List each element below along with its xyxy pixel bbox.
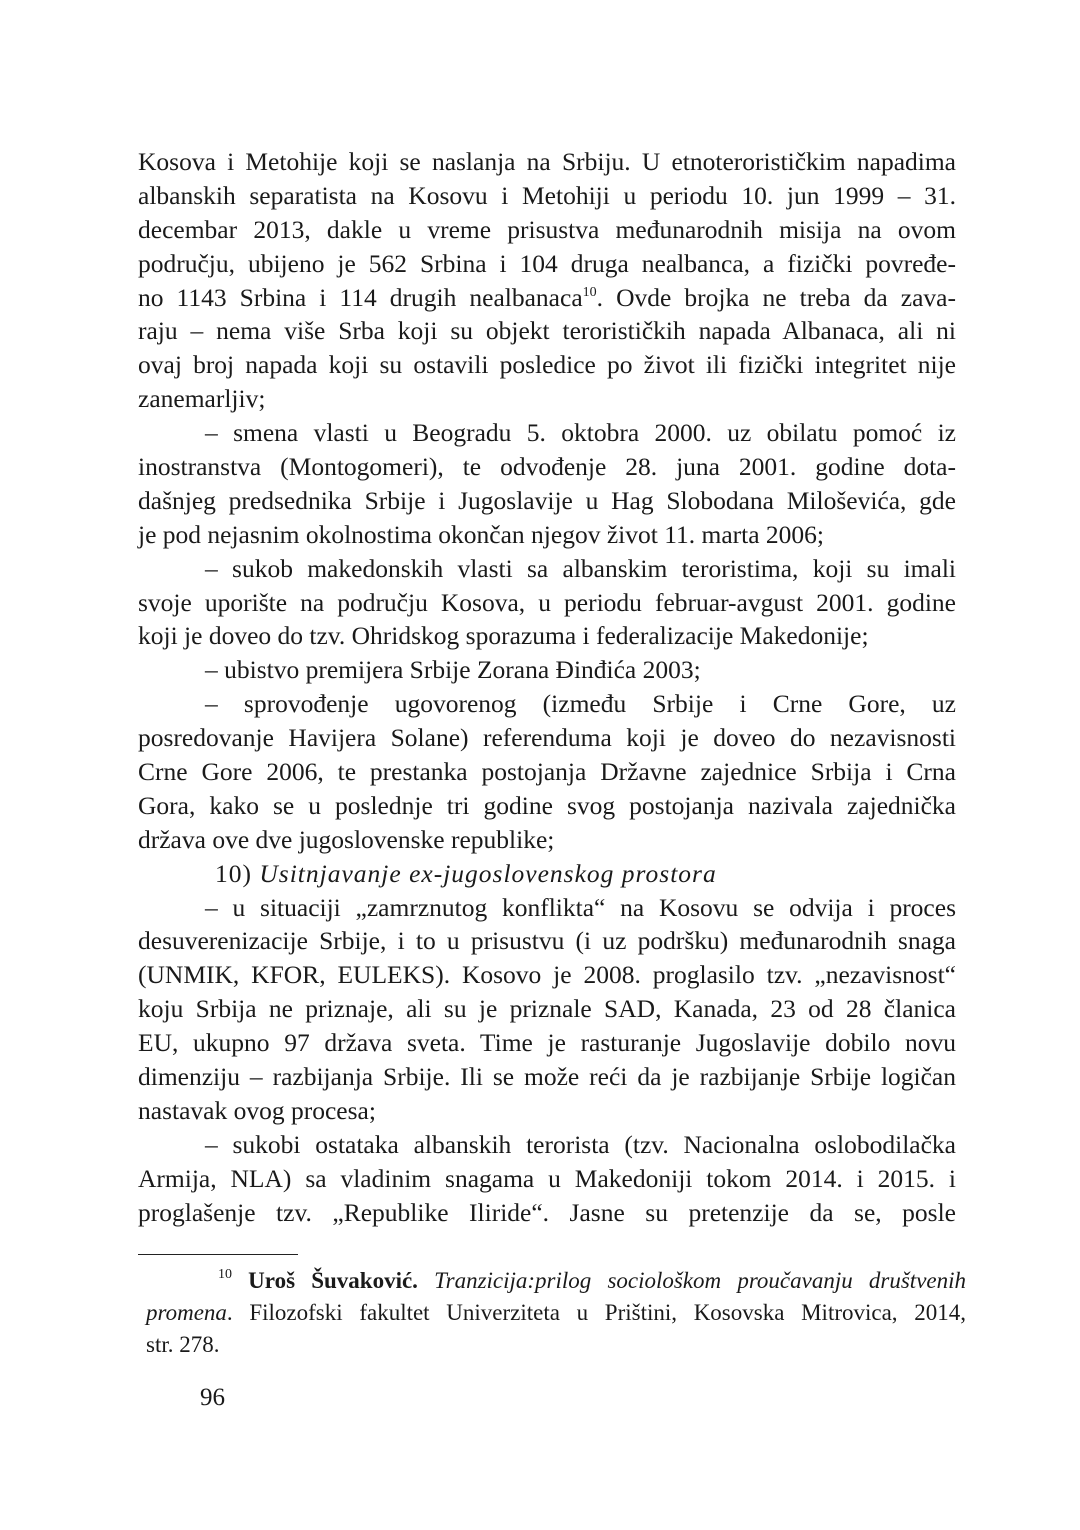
footnote-reference: 10 xyxy=(218,1267,232,1282)
text-line xyxy=(138,653,956,687)
text-run: zanemarljiv; xyxy=(138,384,266,414)
text-run: dimenziju – razbijanja Srbije. Ili se može reći da je razbijanje Srbije logičan xyxy=(138,1062,956,1092)
text-line xyxy=(138,1128,956,1162)
footnote-line xyxy=(146,1265,966,1297)
text-line xyxy=(138,891,956,925)
text-line xyxy=(138,857,956,891)
text-line xyxy=(138,247,956,281)
text-run: Usitnjavanje ex-jugoslovenskog prostora xyxy=(259,858,717,888)
text-line xyxy=(138,992,956,1026)
text-run: – ubistvo premijera Srbije Zorana Đinđića 2003; xyxy=(205,655,701,685)
text-run: dašnjeg predsednika Srbije i Jugoslavije u Hag Slobodana Miloševića, gde xyxy=(138,485,956,515)
text-line xyxy=(138,518,956,552)
text-run: raju – nema više Srba koji su objekt terorističkih napada Albanaca, ali ni xyxy=(138,316,956,346)
text-run: Tranzicija:prilog sociološkom proučavanju društvenih xyxy=(434,1268,967,1293)
footnote-divider xyxy=(138,1254,298,1255)
footnote-line xyxy=(146,1329,966,1361)
text-run: Kosova i Metohije koji se naslanja na Srbiju. U etnoterorističkim napadima xyxy=(138,147,956,176)
footnote-line xyxy=(146,1297,966,1329)
text-run: decembar 2013, dakle u vreme prisustva međunarodnih misija na ovom xyxy=(138,214,956,244)
text-run: no 1143 Srbina i 114 drugih nealbanaca xyxy=(138,282,583,312)
text-run: str. 278. xyxy=(146,1332,220,1357)
page-number: 96 xyxy=(200,1384,225,1411)
text-line xyxy=(138,586,956,620)
text-run: području, ubijeno je 562 Srbina i 104 druga nealbanca, a fizički povređe- xyxy=(138,248,956,278)
text-run: država ove dve jugoslovenske republike; xyxy=(138,824,555,854)
text-line xyxy=(138,1094,956,1128)
text-run: svoje uporište na području Kosova, u periodu februar-avgust 2001. godine xyxy=(138,587,956,617)
text-run: – sukobi ostataka albanskih terorista (tzv. Nacionalna oslobodilačka xyxy=(205,1129,956,1159)
text-run: posredovanje Havijera Solane) referenduma koji je doveo do nezavisnosti xyxy=(138,723,956,753)
text-run: inostranstva (Montogomeri), te odvođenje 28. juna 2001. godine dota- xyxy=(138,452,956,482)
text-line xyxy=(138,281,956,315)
text-line xyxy=(138,924,956,958)
text-run: ovaj broj napada koji su ostavili posledice po život ili fizički integritet nije xyxy=(138,350,956,380)
body-text xyxy=(138,145,956,1230)
text-line xyxy=(138,619,956,653)
text-run: EU, ukupno 97 država sveta. Time je rasturanje Jugoslavije dobilo novu xyxy=(138,1028,956,1058)
text-run: koju Srbija ne priznaje, ali su je priznale SAD, Kanada, 23 od 28 članica xyxy=(138,994,956,1024)
text-line xyxy=(138,1196,956,1230)
text-line xyxy=(138,1060,956,1094)
text-line xyxy=(138,145,956,179)
text-line xyxy=(138,823,956,857)
text-run: . Ovde brojka ne treba da zava- xyxy=(596,282,956,312)
text-line xyxy=(138,179,956,213)
text-run: proglašenje tzv. „Republike Iliride“. Jasne su pretenzije da se, posle xyxy=(138,1197,956,1227)
text-line xyxy=(138,552,956,586)
text-run: nastavak ovog procesa; xyxy=(138,1095,376,1125)
text-line xyxy=(138,721,956,755)
text-line xyxy=(138,348,956,382)
text-run: . Filozofski fakultet Univerziteta u Prištini, Kosovska Mitrovica, 2014, xyxy=(226,1300,966,1325)
text-run xyxy=(232,1268,248,1293)
text-run xyxy=(418,1268,434,1293)
text-line xyxy=(138,755,956,789)
text-line xyxy=(138,1162,956,1196)
text-line xyxy=(138,789,956,823)
text-run: je pod nejasnim okolnostima okončan njegov život 11. marta 2006; xyxy=(138,519,825,549)
text-run: – u situaciji „zamrznutog konflikta“ na Kosovu se odvija i proces xyxy=(205,892,956,922)
text-run: koji je doveo do tzv. Ohridskog sporazuma i federalizacije Makedonije; xyxy=(138,621,869,651)
footnote-reference: 10 xyxy=(582,284,597,300)
text-line xyxy=(138,213,956,247)
text-line xyxy=(138,416,956,450)
text-line xyxy=(138,1026,956,1060)
text-run: 10) xyxy=(215,858,260,888)
text-run: – sprovođenje ugovorenog (između Srbije i Crne Gore, uz xyxy=(205,689,956,719)
text-line xyxy=(138,687,956,721)
text-line xyxy=(138,314,956,348)
footnotes xyxy=(146,1265,966,1361)
text-line xyxy=(138,382,956,416)
text-line xyxy=(138,958,956,992)
text-run: albanskih separatista na Kosovu i Metohiji u periodu 10. jun 1999 – 31. xyxy=(138,180,956,210)
text-run: desuverenizacije Srbije, i to u prisustvu (i uz podršku) međunarodnih snaga xyxy=(138,926,956,956)
text-run: Crne Gore 2006, te prestanka postojanja Državne zajednice Srbija i Crna xyxy=(138,757,956,787)
text-line xyxy=(138,450,956,484)
text-run: (UNMIK, KFOR, EULEKS). Kosovo je 2008. proglasilo tzv. „nezavisnost“ xyxy=(138,960,956,990)
text-run: Uroš Šuvaković. xyxy=(248,1268,418,1293)
text-run: – smena vlasti u Beogradu 5. oktobra 2000. uz obilatu pomoć iz xyxy=(205,418,956,448)
text-line xyxy=(138,484,956,518)
text-run: Armija, NLA) sa vladinim snagama u Makedoniji tokom 2014. i 2015. i xyxy=(138,1163,956,1193)
text-run: promena xyxy=(146,1300,227,1325)
text-run: Gora, kako se u poslednje tri godine svog postojanja nazivala zajednička xyxy=(138,790,956,820)
text-run: – sukob makedonskih vlasti sa albanskim teroristima, koji su imali xyxy=(205,553,956,583)
